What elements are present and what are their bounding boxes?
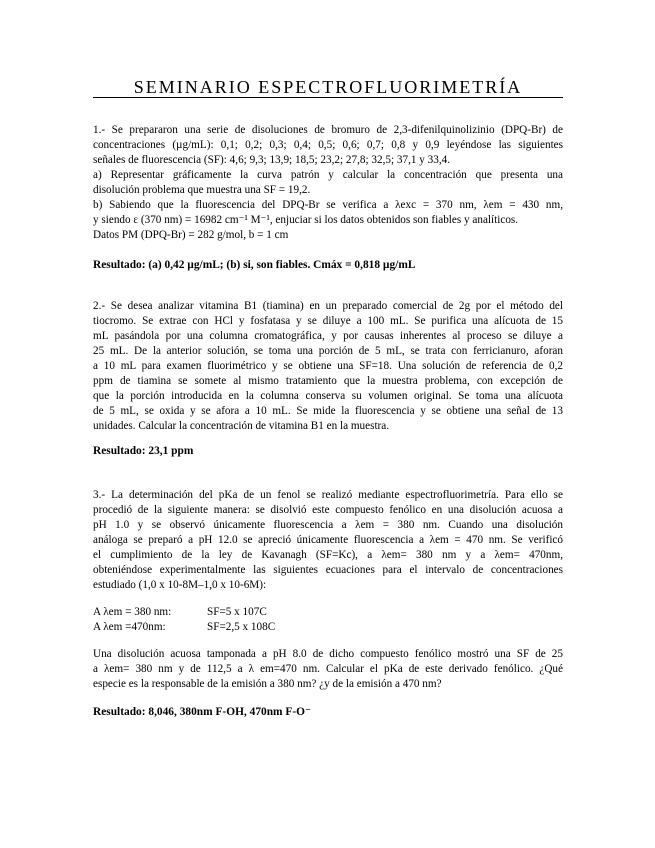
problem-3-line: 3.- La determinación del pKa de un fenol se realizó mediante espectrofluorimetría. Para ello se xyxy=(93,489,563,501)
problem-2-result: Resultado: 23,1 ppm xyxy=(93,445,194,457)
problem-2-line: mL pasándola por una columna cromatográfica, y por causas inherentes al proceso se diluye a xyxy=(93,330,563,342)
problem-3-line: estudiado (1,0 x 10-8M–1,0 x 10-6M): xyxy=(93,579,267,591)
equation-2-value: SF=2,5 x 108C xyxy=(207,621,276,633)
problem-1-result: Resultado: (a) 0,42 µg/mL; (b) si, son fiables. Cmáx = 0,818 µg/mL xyxy=(93,259,416,271)
problem-1-line: disolución problema que muestra una SF = 19,2. xyxy=(93,184,311,196)
problem-1-line: y siendo ε (370 nm) = 16982 cm⁻¹ M⁻¹, enjuciar si los datos obtenidos son fiables y analíticos. xyxy=(93,214,519,226)
title-underline xyxy=(93,97,563,98)
page-title: SEMINARIO ESPECTROFLUORIMETRÍA xyxy=(133,77,523,97)
problem-2-line: de 5 mL, se oxida y se afora a 10 mL. Se mide la fluorescencia y se obtiene una señal de 13 xyxy=(93,405,563,417)
problem-3-line: obteniéndose experimentalmente las siguientes ecuaciones para el intervalo de concentraciones xyxy=(93,564,563,576)
problem-3-text-continued xyxy=(93,647,563,692)
problem-3-text xyxy=(93,488,563,593)
problem-1-line: Datos PM (DPQ-Br) = 282 g/mol, b = 1 cm xyxy=(93,229,289,241)
problem-1-text xyxy=(93,123,563,243)
problem-1-line: concentraciones (µg/mL): 0,1; 0,2; 0,3; 0,4; 0,5; 0,6; 0,7; 0,8 y 0,9 leyéndose las siguientes xyxy=(93,139,563,151)
problem-2-text xyxy=(93,299,563,434)
problem-3-line: a λem= 380 nm y de 112,5 a λ em=470 nm. Calcular el pKa de este derivado fenólico. ¿Qué xyxy=(93,663,563,675)
problem-3-line: pH 1.0 y se observó únicamente fluorescencia a λem = 380 nm. Cuando una disolución xyxy=(93,519,563,531)
problem-2-line: unidades. Calcular la concentración de vitamina B1 en la muestra. xyxy=(93,420,390,432)
problem-3-line: análoga se preparó a pH 12.0 se apreció únicamente fluorescencia a λem = 470 nm. Se verificó xyxy=(93,534,563,546)
problem-2-line: ppm de tiamina se somete al mismo tratamiento que la muestra problema, con excepción de xyxy=(93,375,563,387)
problem-1-line: a) Representar gráficamente la curva patrón y calcular la concentración que presenta una xyxy=(93,169,563,181)
problem-1-line: b) Sabiendo que la fluorescencia del DPQ-Br se verifica a λexc = 370 nm, λem = 430 nm, xyxy=(93,199,563,211)
equation-1-label: A λem = 380 nm: xyxy=(93,606,172,618)
equation-2-label: A λem =470nm: xyxy=(93,621,166,633)
problem-2-line: 25 mL. De la anterior solución, se toma una porción de 5 mL, se trata con ferricianuro, aforan xyxy=(93,345,563,357)
problem-1-line: señales de fluorescencia (SF): 4,6; 9,3; 13,9; 18,5; 23,2; 27,8; 32,5; 37,1 y 33,4. xyxy=(93,154,451,166)
problem-2-line: 2.- Se desea analizar vitamina B1 (tiamina) en un preparado comercial de 2g por el método del xyxy=(93,300,563,312)
problem-1-line: 1.- Se prepararon una serie de disoluciones de bromuro de 2,3-difenilquinolizinio (DPQ-Br) de xyxy=(93,124,563,136)
problem-3-result: Resultado: 8,046, 380nm F-OH, 470nm F-O⁻ xyxy=(93,706,312,718)
problem-2-line: tiocromo. Se extrae con HCl y fosfatasa y se diluye a 100 mL. Se purifica una alícuota de 15 xyxy=(93,315,563,327)
problem-3-line: especie es la responsable de la emisión a 380 nm? ¿y de la emisión a 470 nm? xyxy=(93,678,442,690)
problem-2-line: que la porción introducida en la columna conserva su volumen original. Se toma una alícuota xyxy=(93,390,563,402)
problem-3-line: el cumplimiento de la ley de Kavanagh (SF=Kc), a λem= 380 nm y a λem= 470nm, xyxy=(93,549,563,561)
equation-1-value: SF=5 x 107C xyxy=(207,606,267,618)
problem-3-line: procedió de la siguiente manera: se disolvió este compuesto fenólico en una disolución acuosa a xyxy=(93,504,563,516)
problem-3-line: Una disolución acuosa tamponada a pH 8.0 de dicho compuesto fenólico mostró una SF de 25 xyxy=(93,648,563,660)
problem-2-line: a 10 mL para examen fluorimétrico y se obtiene una SF=18. Una solución de referencia de 0,2 xyxy=(93,360,563,372)
